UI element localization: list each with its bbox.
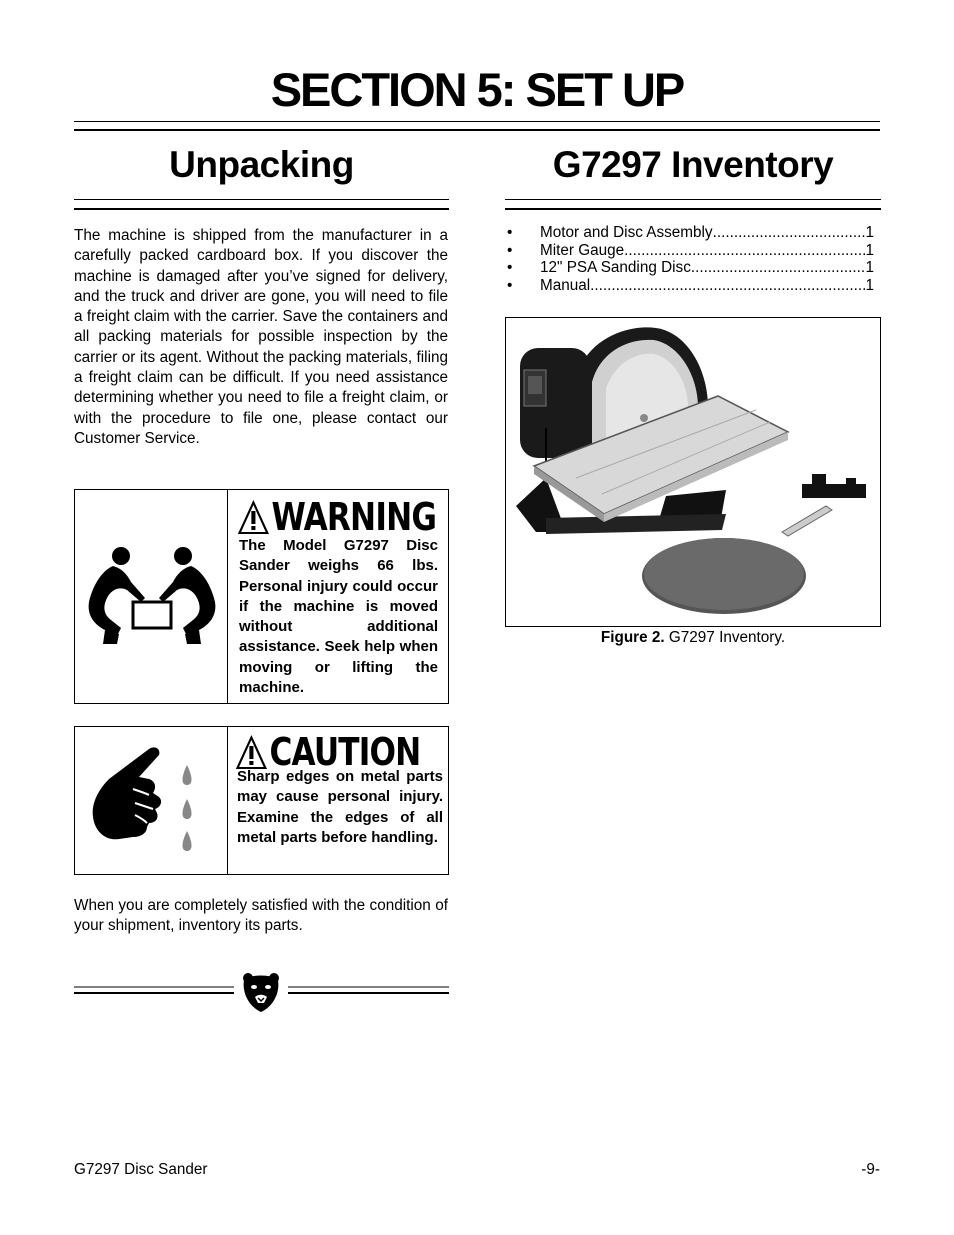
unpacking-paragraph: The machine is shipped from the manufacturer in a carefully packed cardboard box. If you discover the machine is damaged after you’ve signed for delivery, and the truck and driver are gone, you will need to file a freight claim with the carrier. Save the containers and all packing materials for possible inspection by the carrier or its agent. Without the packing materials, filing a freight claim can be difficult. If you need assistance determining whether you need to file a freight claim, or with the procedure to file one, please contact our Customer Service.: [74, 227, 448, 447]
alert-triangle-icon: [237, 499, 270, 535]
inventory-item-label: Motor and Disc Assembly: [540, 224, 713, 241]
title-rule: [74, 121, 880, 131]
unpacking-rule: [74, 199, 449, 211]
inventory-item-label: Miter Gauge: [540, 241, 625, 259]
bear-logo-icon: [243, 973, 279, 1012]
unpacking-heading: Unpacking: [169, 144, 354, 185]
inventory-item-qty: 1: [865, 259, 874, 276]
footer-product: G7297 Disc Sander: [74, 1161, 208, 1178]
caution-word: CAUTION: [269, 730, 421, 774]
warning-text-cell: [229, 490, 448, 703]
bear-divider: [74, 970, 449, 1014]
caution-box: [74, 726, 449, 875]
warning-text: The Model G7297 Disc Sander weighs 66 lbs. Personal injury could occur if the machine is moved without additional assistance. Seek help when moving or lifting the machine.: [239, 537, 438, 697]
figure-label: Figure 2.: [600, 629, 665, 646]
caution-text-cell: [229, 727, 448, 874]
alert-triangle-icon: [235, 734, 268, 770]
list-item: • 12" PSA Sanding Disc ..... 1: [505, 259, 874, 277]
section-title: SECTION 5: SET UP: [270, 63, 684, 116]
inventory-item-qty: 1: [865, 224, 874, 241]
inventory-item-label: Manual: [540, 276, 591, 294]
two-person-lift-icon: [83, 544, 223, 654]
inventory-item-qty: 1: [865, 241, 874, 259]
warning-signal: [237, 495, 436, 539]
warning-icon-cell: [75, 490, 228, 703]
sharp-edge-finger-icon: [89, 743, 219, 863]
inventory-list: [505, 224, 874, 294]
inventory-rule: [505, 199, 881, 211]
caution-icon-cell: [75, 727, 228, 874]
list-item: • Manual ..... 1: [505, 277, 874, 295]
closing-paragraph: When you are completely satisfied with the condition of your shipment, inventory its parts.: [74, 897, 448, 935]
figure-caption: [505, 629, 881, 647]
figure-caption-text: G7297 Inventory.: [668, 629, 786, 646]
inventory-item-label: 12" PSA Sanding Disc: [540, 259, 691, 276]
warning-box: [74, 489, 449, 704]
list-item: • Miter Gauge ..... 1: [505, 242, 874, 260]
caution-text: Sharp edges on metal parts may cause personal injury. Examine the edges of all metal parts before handling.: [237, 768, 443, 846]
warning-word: WARNING: [271, 495, 437, 539]
page-number: -9-: [861, 1161, 880, 1178]
figure-image: [505, 317, 881, 627]
inventory-heading: G7297 Inventory: [552, 144, 834, 185]
inventory-item-qty: 1: [865, 276, 874, 294]
list-item: • Motor and Disc Assembly ..... 1: [505, 224, 874, 242]
disc-sander-illustration: [506, 318, 879, 625]
